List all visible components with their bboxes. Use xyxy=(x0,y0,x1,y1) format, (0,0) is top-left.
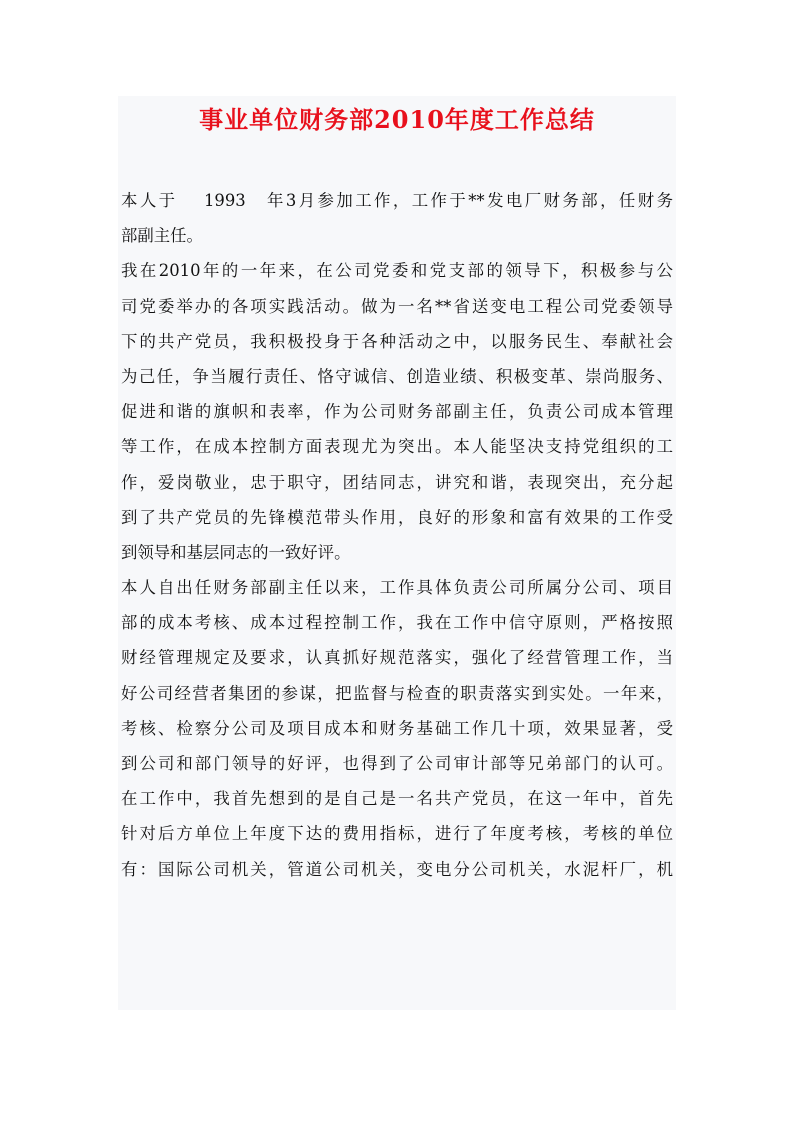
text-line: 好公司经营者集团的参谋，把监督与检查的职责落实到实处。一年来， xyxy=(121,683,673,703)
text-line: 司党委举办的各项实践活动。做为一名**省送变电工程公司党委领导 xyxy=(121,296,673,316)
text-line: 到领导和基层同志的一致好评。 xyxy=(121,542,351,562)
text-line: 本人自出任财务部副主任以来，工作具体负责公司所属分公司、项目 xyxy=(121,578,673,598)
paragraph xyxy=(121,253,673,570)
text-line: 下的共产党员，我积极投身于各种活动之中，以服务民生、奉献社会 xyxy=(121,331,673,351)
paragraph xyxy=(121,570,673,781)
text-line: 部副主任。 xyxy=(121,226,203,246)
text-line: 促进和谐的旗帜和表率，作为公司财务部副主任，负责公司成本管理 xyxy=(121,402,673,422)
text-line: 部的成本考核、成本过程控制工作，我在工作中信守原则，严格按照 xyxy=(121,613,673,633)
text-line: 针对后方单位上年度下达的费用指标，进行了年度考核，考核的单位 xyxy=(121,824,673,844)
paragraph xyxy=(121,183,673,253)
text-line: 等工作，在成本控制方面表现尤为突出。本人能坚决支持党组织的工 xyxy=(121,437,673,457)
document-page xyxy=(118,96,676,1010)
text-line: 在工作中，我首先想到的是自己是一名共产党员，在这一年中，首先 xyxy=(121,789,673,809)
text-line: 我在2010年的一年来，在公司党委和党支部的领导下，积极参与公 xyxy=(121,261,673,281)
text-line: 本人于 1993 年3月参加工作，工作于**发电厂财务部，任财务 xyxy=(121,191,673,210)
text-line: 到了共产党员的先锋模范带头作用，良好的形象和富有效果的工作受 xyxy=(121,507,673,527)
text-line: 考核、检察分公司及项目成本和财务基础工作几十项，效果显著，受 xyxy=(121,718,673,738)
text-line: 作，爱岗敬业，忠于职守，团结同志，讲究和谐，表现突出，充分起 xyxy=(121,472,673,492)
document-body xyxy=(121,183,673,887)
text-line: 为己任，争当履行责任、恪守诚信、创造业绩、积极变革、崇尚服务、 xyxy=(121,366,673,386)
text-line: 到公司和部门领导的好评，也得到了公司审计部等兄弟部门的认可。 xyxy=(121,754,673,773)
document-title: 事业单位财务部2010年度工作总结 xyxy=(199,105,595,134)
text-line: 财经管理规定及要求，认真抓好规范落实，强化了经营管理工作，当 xyxy=(121,648,673,668)
paragraph xyxy=(121,781,673,887)
text-line: 有：国际公司机关，管道公司机关，变电分公司机关，水泥杆厂，机 xyxy=(121,859,673,879)
